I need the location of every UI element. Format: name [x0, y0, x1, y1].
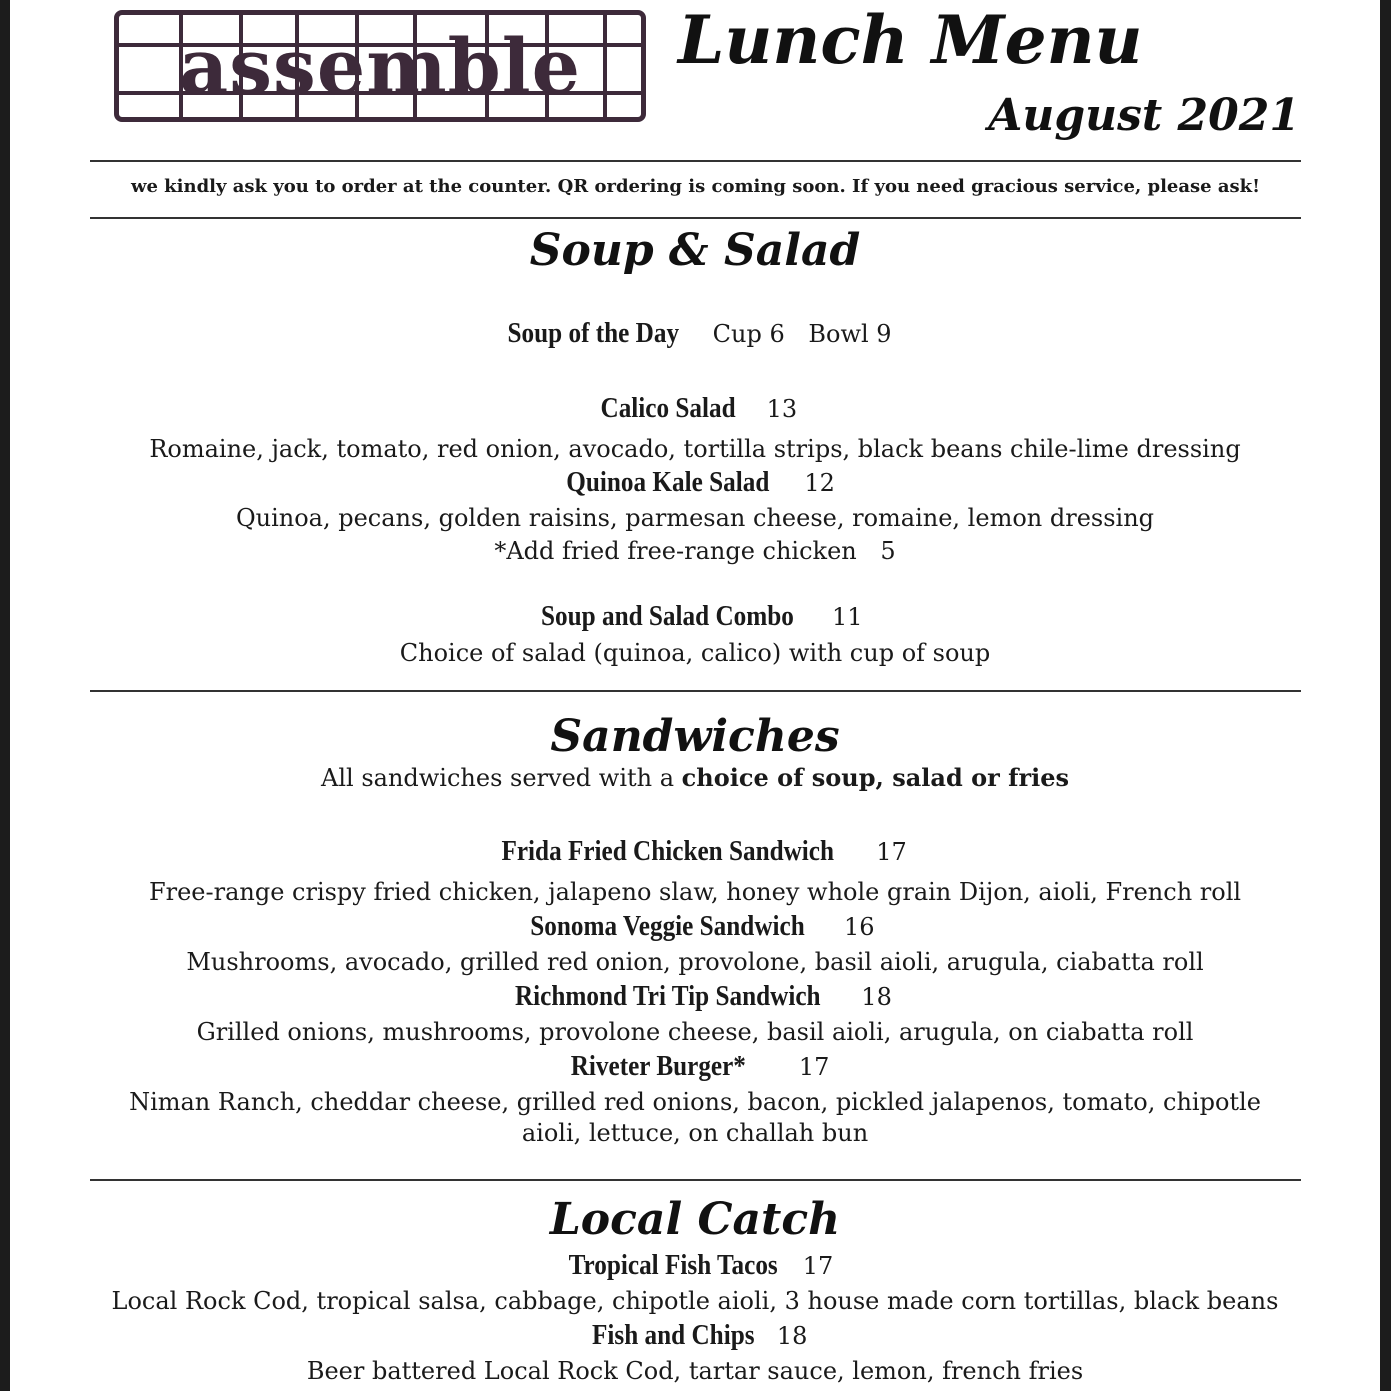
- menu-item-soup-of-the-day: [10, 318, 1380, 350]
- menu-date: August 2021: [988, 90, 1300, 141]
- item-price: 18: [776, 1322, 808, 1350]
- addon-price: 5: [880, 537, 896, 565]
- item-price: 18: [861, 983, 892, 1011]
- menu-item-richmond-tri-tip: [10, 981, 1380, 1013]
- item-price: 12: [804, 469, 835, 497]
- item-name: Richmond Tri Tip Sandwich: [515, 981, 821, 1012]
- item-name: Calico Salad: [600, 393, 736, 424]
- divider: [90, 690, 1301, 692]
- item-price: 13: [766, 395, 798, 423]
- menu-page: [10, 0, 1380, 1391]
- item-price: 17: [798, 1053, 830, 1081]
- section-title-local-catch: Local Catch: [549, 1194, 841, 1245]
- item-name: Frida Fried Chicken Sandwich: [501, 836, 835, 867]
- item-price-cup: Cup 6: [712, 320, 785, 348]
- item-name: Riveter Burger*: [570, 1051, 746, 1082]
- section-title-soup-salad: Soup & Salad: [529, 225, 861, 276]
- item-description: Mushrooms, avocado, grilled red onion, provolone, basil aioli, arugula, ciabatta roll: [186, 948, 1204, 976]
- sandwiches-note: [10, 762, 1380, 794]
- item-name: Sonoma Veggie Sandwich: [530, 911, 806, 942]
- menu-title: Lunch Menu: [678, 1, 1143, 79]
- menu-item-quinoa-kale-salad: [10, 467, 1380, 499]
- divider: [90, 160, 1301, 162]
- item-description: Niman Ranch, cheddar cheese, grilled red onions, bacon, pickled jalapenos, tomato, chipotle: [129, 1088, 1261, 1116]
- item-name: Soup of the Day: [507, 318, 680, 349]
- item-description: aioli, lettuce, on challah bun: [521, 1119, 869, 1147]
- item-description: Quinoa, pecans, golden raisins, parmesan cheese, romaine, lemon dressing: [235, 504, 1155, 532]
- menu-item-calico-salad: [10, 393, 1380, 425]
- menu-item-soup-salad-combo: [10, 601, 1380, 633]
- item-price-bowl: Bowl 9: [808, 320, 892, 348]
- menu-item-riveter-burger: [10, 1051, 1380, 1083]
- menu-item-frida-fried-chicken: [10, 836, 1380, 868]
- item-description: Grilled onions, mushrooms, provolone cheese, basil aioli, arugula, on ciabatta roll: [196, 1018, 1194, 1046]
- divider: [90, 1179, 1301, 1181]
- item-name: Soup and Salad Combo: [541, 601, 795, 632]
- item-description: Local Rock Cod, tropical salsa, cabbage, chipotle aioli, 3 house made corn tortillas, black beans: [111, 1287, 1279, 1315]
- divider: [90, 217, 1301, 219]
- item-price: 16: [844, 913, 875, 941]
- addon-label: *Add fried free-range chicken: [494, 537, 857, 565]
- item-price: 17: [876, 838, 907, 866]
- logo-text: assemble: [179, 22, 581, 111]
- menu-item-sonoma-veggie: [10, 911, 1380, 943]
- section-title-sandwiches: Sandwiches: [550, 711, 840, 762]
- note-bold-text: choice of soup, salad or fries: [681, 763, 1069, 792]
- item-description: Beer battered Local Rock Cod, tartar sauce, lemon, french fries: [306, 1357, 1084, 1385]
- menu-item-fish-and-chips: [10, 1320, 1380, 1352]
- item-price: 17: [802, 1252, 834, 1280]
- item-description: Romaine, jack, tomato, red onion, avocado, tortilla strips, black beans chile-lime dressing: [149, 435, 1241, 463]
- menu-item-tropical-fish-tacos: [10, 1250, 1380, 1282]
- item-name: Quinoa Kale Salad: [566, 467, 770, 498]
- item-name: Fish and Chips: [591, 1320, 755, 1351]
- addon-chicken: [10, 535, 1380, 567]
- note-text: All sandwiches served with a: [321, 764, 675, 792]
- assemble-logo: [114, 10, 646, 122]
- item-price: 11: [832, 603, 863, 631]
- item-name: Tropical Fish Tacos: [568, 1250, 778, 1281]
- ordering-notice: we kindly ask you to order at the counter. QR ordering is coming soon. If you need gracious service, please ask!: [130, 176, 1261, 197]
- item-description: Free-range crispy fried chicken, jalapeno slaw, honey whole grain Dijon, aioli, French roll: [148, 878, 1242, 906]
- item-description: Choice of salad (quinoa, calico) with cup of soup: [399, 639, 991, 667]
